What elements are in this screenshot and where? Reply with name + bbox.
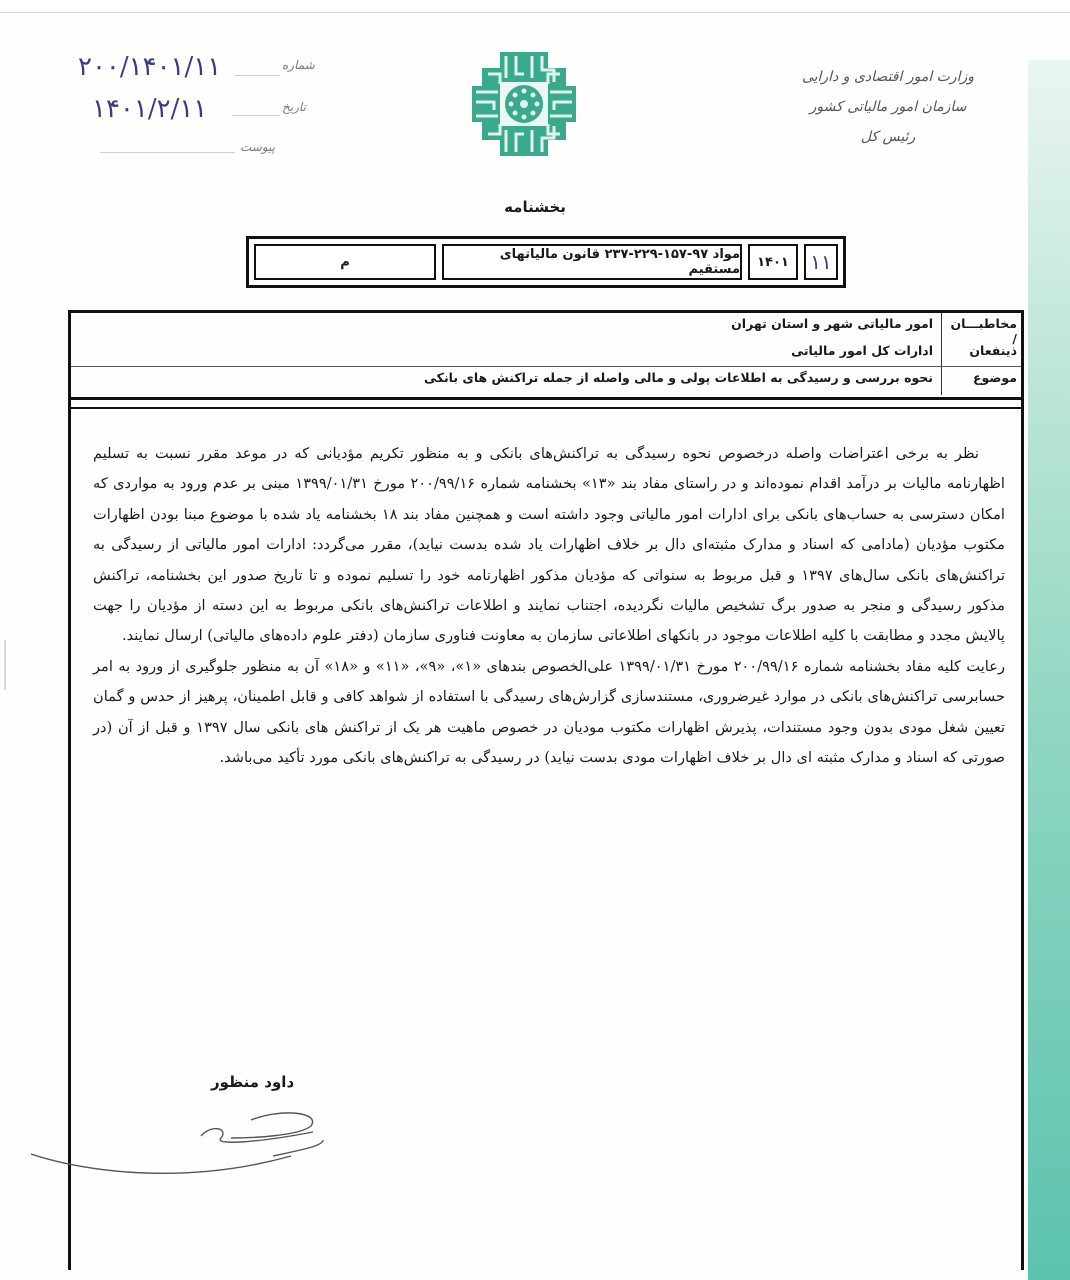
letter-date-label: تاریخ <box>282 100 306 114</box>
intat-logo-icon <box>470 48 578 160</box>
top-strip <box>0 0 1070 13</box>
reference-box <box>246 236 846 288</box>
subject-value: نحوه بررسی و رسیدگی به اطلاعات پولی و مالی واصله از جمله تراکنش های بانکی <box>424 370 933 385</box>
scan-mark <box>4 640 6 690</box>
date-rule <box>232 115 280 116</box>
ministry-line-1: وزارت امور اقتصادی و دارایی <box>801 69 975 85</box>
circular-code: م <box>254 244 436 280</box>
body-top-border <box>71 407 1021 409</box>
signature-icon <box>31 1098 371 1198</box>
addressee-value-2: ادارات کل امور مالیاتی <box>791 343 933 358</box>
addressee-row-1 <box>71 313 1021 346</box>
circular-year: ۱۴۰۱ <box>748 244 798 280</box>
circular-number: ۱۱ <box>804 244 838 280</box>
ministry-line-3: رئیس کل <box>860 129 916 145</box>
table-divider <box>71 397 1021 400</box>
letter-number-label: شماره <box>282 58 315 72</box>
addressee-value-1: امور مالیاتی شهر و استان تهران <box>731 316 933 331</box>
ministry-line-2: سازمان امور مالیاتی کشور <box>809 99 967 115</box>
letter-date-value: ۱۴۰۱/۲/۱۱ <box>92 94 208 124</box>
body-paragraph-2: رعایت کلیه مفاد بخشنامه شماره ۲۰۰/۹۹/۱۶ مورخ ۱۳۹۹/۰۱/۳۱ علی‌الخصوص بندهای «۱»، «۹»، «۱۱» و «۱۸» آن به منظور جلوگیری از ورود به امر حسابرسی تراکنش‌های بانکی در موارد غیرضروری، مستندسازی گزارش‌های رسیدگی با استفاده از شواهد کافی و قابل اطمینان، پرهیز از حدس و گمان تعیین شغل مودی بدون وجود مستندات، پذیرش اظهارات مکتوب مودیان در خصوص ماهیت هر یک از تراکنش های بانکی سال ۱۳۹۷ و قبل از آن (در صورتی که اسناد و مدارک مثبته ای دال بر خلاف اظهارات مودی بدست نیاید) در رسیدگی به تراکنش‌های بانکی مورد تأکید می‌باشد. <box>93 657 1006 767</box>
letter-frame <box>68 310 1024 1270</box>
addressee-table <box>71 313 1021 395</box>
attachment-rule <box>100 152 235 153</box>
signer-name: داود منظور <box>211 1073 295 1091</box>
number-rule <box>235 75 280 76</box>
beneficiaries-label: ذینفعان <box>941 340 1021 366</box>
subject-label: موضوع <box>941 367 1021 395</box>
attachment-label: پیوست <box>240 140 275 154</box>
document-title: بخشنامه <box>504 198 566 216</box>
side-color-band <box>1028 60 1070 1280</box>
letter-body <box>93 439 1005 773</box>
law-articles: مواد ۹۷-۱۵۷-۲۲۹-۲۳۷ قانون مالیاتهای مستقیم <box>442 244 742 280</box>
addressee-label: مخاطبـــان / <box>941 313 1021 340</box>
letter-number-value: ۲۰۰/۱۴۰۱/۱۱ <box>78 52 222 82</box>
subject-row <box>71 367 1021 395</box>
addressee-row-2 <box>71 340 1021 367</box>
ministry-header <box>788 62 988 152</box>
body-paragraph-1: نظر به برخی اعتراضات واصله درخصوص نحوه رسیدگی به تراکنش‌های بانکی و به منظور تکریم مؤدیانی که در موعد مقرر نسبت به تسلیم اظهارنامه مالیات بر درآمد اقدام نموده‌اند و در راستای مفاد بند «۱۳» بخشنامه شماره ۲۰۰/۹۹/۱۶ مورخ ۱۳۹۹/۰۱/۳۱ مبنی بر عدم ورود به مواردی که امکان دسترسی به حساب‌های بانکی برای ادارات امور مالیاتی وجود داشته است و همچنین مفاد بند ۱۸ بخشنامه یاد شده با موضوع مبنا بودن اظهارات مکتوب مؤدیان (مادامی که اسناد و مدارک مثبته‌ای دال بر خلاف اظهارات یاد شده بدست نیاید)، مقرر می‌گردد: ادارات امور مالیاتی از رسیدگی به تراکنش‌های بانکی سال‌های ۱۳۹۷ و قبل مربوط به سنواتی که مؤدیان مذکور اظهارنامه خود را تسلیم نموده و تا تاریخ صدور این بخشنامه، تراکنش مذکور رسیدگی و منجر به صدور برگ تشخیص مالیات نگردیده، اجتناب نمایند و اطلاعات تراکنش‌های بانکی مربوط به این دسته از مؤدیان را جهت پالایش مجدد و مطابقت با کلیه اطلاعات موجود در بانکهای اطلاعاتی سازمان به معاونت فناوری سازمان (دفتر علوم داده‌های مالیاتی) ارسال نمایند. <box>93 445 1006 645</box>
